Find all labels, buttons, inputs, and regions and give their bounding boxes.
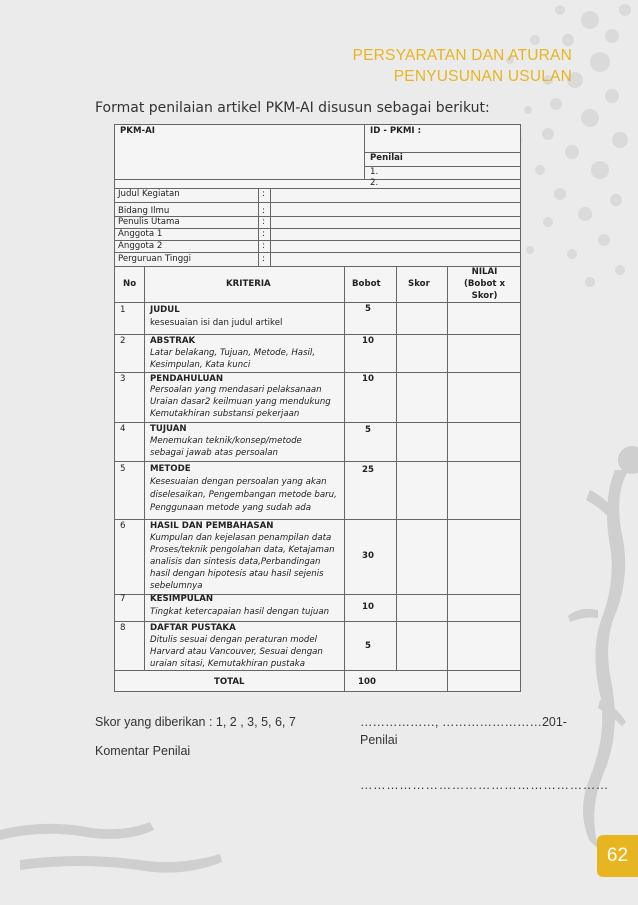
criterion-description: Persoalan yang mendasari pelaksanaan [150, 385, 322, 395]
row-number: 1 [120, 305, 126, 315]
criterion-description: Proses/teknik pengolahan data, Ketajaman [150, 545, 335, 555]
criterion-description: Uraian dasar2 keilmuan yang mendukung [150, 397, 331, 407]
criterion-description: Kemutakhiran substansi pekerjaan [150, 409, 300, 419]
field-penulis-utama: Penulis Utama [118, 217, 180, 227]
criterion-weight: 30 [362, 551, 374, 561]
field-anggota-2: Anggota 2 [118, 241, 163, 251]
criterion-description: Kumpulan dan kejelasan penampilan data [150, 533, 332, 543]
criterion-description: kesesuaian isi dan judul artikel [150, 318, 283, 328]
header-bobot: Bobot [352, 279, 381, 289]
field-colon: : [262, 229, 265, 239]
field-bidang-ilmu: Bidang Ilmu [118, 206, 170, 216]
criterion-description: Kesesuaian dengan persoalan yang akan [150, 477, 327, 487]
penilai-2: 2. [370, 178, 379, 188]
field-perguruan-tinggi: Perguruan Tinggi [118, 254, 191, 264]
criterion-description: Penggunaan metode yang sudah ada [150, 503, 311, 513]
criterion-weight: 10 [362, 374, 374, 384]
criterion-description: Ditulis sesuai dengan peraturan model [150, 635, 318, 645]
criterion-weight: 10 [362, 336, 374, 346]
row-number: 2 [120, 336, 126, 346]
total-label: TOTAL [214, 677, 245, 687]
header-line-2: PENYUSUNAN USULAN [393, 68, 572, 85]
field-colon: : [262, 241, 265, 251]
reviewer-comment-label: Komentar Penilai [95, 744, 191, 758]
place-date-line: ………………, ……………………201- [360, 715, 567, 729]
row-number: 3 [120, 374, 126, 384]
id-pkmi-label: ID - PKMI : [370, 126, 422, 136]
criterion-title: METODE [150, 464, 191, 474]
criterion-description: analisis dan sintesis data,Perbandingan [150, 557, 321, 567]
criterion-title: JUDUL [150, 305, 180, 315]
criterion-description: Menemukan teknik/konsep/metode [150, 436, 302, 446]
criterion-description: Harvard atau Vancouver, Sesuai dengan [150, 647, 323, 657]
criterion-weight: 5 [365, 425, 371, 435]
criterion-title: ABSTRAK [150, 336, 196, 346]
penilai-label: Penilai [370, 153, 403, 163]
field-colon: : [262, 254, 265, 264]
row-number: 8 [120, 623, 126, 633]
criterion-description: Latar belakang, Tujuan, Metode, Hasil, [150, 348, 316, 358]
criterion-title: PENDAHULUAN [150, 374, 224, 384]
header-no: No [123, 279, 137, 289]
header-skor: Skor [408, 279, 430, 289]
field-anggota-1: Anggota 1 [118, 229, 163, 239]
page-number: 62 [597, 835, 638, 877]
criterion-title: TUJUAN [150, 424, 187, 434]
field-judul-kegiatan: Judul Kegiatan [118, 189, 180, 199]
intro-text: Format penilaian artikel PKM-AI disusun sebagai berikut: [95, 100, 490, 116]
criterion-title: DAFTAR PUSTAKA [150, 623, 236, 633]
reviewer-label: Penilai [360, 733, 398, 747]
field-colon: : [262, 206, 265, 216]
criterion-description: diselesaikan, Pengembangan metode baru, [150, 490, 337, 500]
header-nilai: (Bobot x [463, 279, 506, 289]
criterion-weight: 25 [362, 465, 374, 475]
header-kriteria: KRITERIA [226, 279, 271, 289]
signature-line: ………………………………………………… [360, 778, 609, 792]
criterion-description: uraian sitasi, Kemutakhiran pustaka [150, 659, 306, 669]
score-options: Skor yang diberikan : 1, 2 , 3, 5, 6, 7 [95, 715, 296, 729]
pkm-label: PKM-AI [120, 126, 155, 136]
criterion-description: Tingkat ketercapaian hasil dengan tujuan [150, 607, 330, 617]
header-line-1: PERSYARATAN DAN ATURAN [352, 47, 572, 64]
assessment-form [114, 124, 521, 692]
criterion-description: Kesimpulan, Kata kunci [150, 360, 251, 370]
row-number: 5 [120, 464, 126, 474]
penilai-1: 1. [370, 167, 379, 177]
total-value: 100 [358, 677, 376, 687]
criterion-description: sebelumnya [150, 581, 203, 591]
header-nilai: NILAI [471, 267, 498, 277]
criterion-description: sebagai jawab atas persoalan [150, 448, 278, 458]
row-number: 4 [120, 424, 126, 434]
criterion-weight: 10 [362, 602, 374, 612]
criterion-title: HASIL DAN PEMBAHASAN [150, 521, 274, 531]
row-number: 7 [120, 594, 126, 604]
field-colon: : [262, 217, 265, 227]
section-header [353, 45, 572, 87]
field-colon: : [262, 189, 265, 199]
criterion-title: KESIMPULAN [150, 594, 214, 604]
criterion-description: hasil dengan hipotesis atau hasil sejenis [150, 569, 324, 579]
criterion-weight: 5 [365, 641, 371, 651]
header-nilai: Skor) [471, 291, 498, 301]
row-number: 6 [120, 521, 126, 531]
criterion-weight: 5 [365, 304, 371, 314]
